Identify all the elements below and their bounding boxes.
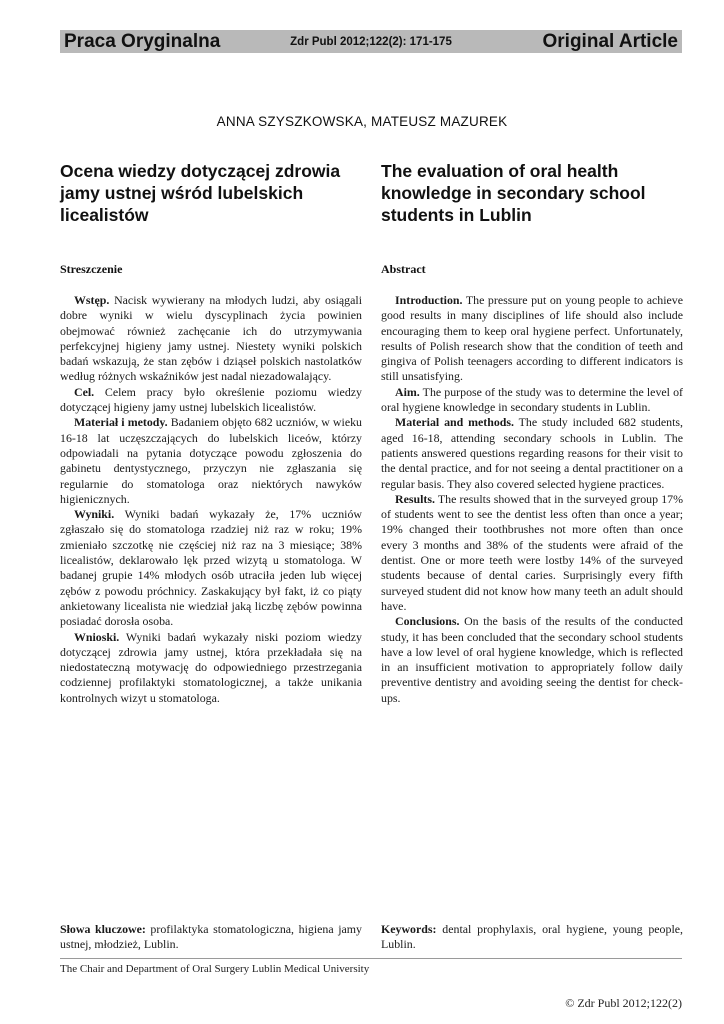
keywords-label: Keywords: <box>381 922 437 936</box>
paragraph-label: Materiał i metody. <box>74 415 168 430</box>
paragraph-text: Celem pracy było określenie poziomu wiedzy dotyczącej higieny jamy ustnej lubelskich licealistów. <box>60 384 362 415</box>
header-article-type-english: Original Article <box>542 31 678 52</box>
author-affiliation: The Chair and Department of Oral Surgery Lublin Medical University <box>60 963 370 975</box>
header-article-type-polish: Praca Oryginalna <box>64 31 221 52</box>
abstract-english <box>381 293 683 706</box>
paragraph-text: The results showed that in the surveyed group 17% of students went to see the dentist less often than once a year; 19% changed their toothbrushes not more often than once every 3 months and 38% of the students were afraid of the dentist. One or more teeth were lostby 14% of the surveyed students because of dental caries. Surprisingly every fifth surveyed student did not know how many teeth an adult should have. <box>381 491 683 613</box>
paragraph-label: Results. <box>395 491 435 506</box>
paragraph-text: Nacisk wywierany na młodych ludzi, aby osiągali dobre wyniki w wielu dyscyplinach życia powinien obejmować również zachęcanie ich do utrzymywania perfekcyjnej higieny jamy ustnej. Niestety wyniki polskich badań wskazują, że stan zębów i dziąseł polskich nastolatków według różnych wskaźników jest nadal niezadowalający. <box>60 293 362 384</box>
paragraph-label: Wstęp. <box>74 293 110 307</box>
title-english: The evaluation of oral health knowledge in secondary school students in Lublin <box>381 161 646 225</box>
keywords-english <box>381 922 683 953</box>
keywords-label: Słowa kluczowe: <box>60 922 146 936</box>
paragraph-text: Badaniem objęto 682 uczniów, w wieku 16-18 lat uczęszczających do lubelskich liceów, którzy odpowiadali na pytania dotyczące powodu zgłoszenia do gabinetu dentystycznego, przyczyn nie zgłaszania się regularnie do stomatologa oraz niektórych nawyków higienicznych. <box>60 415 362 506</box>
paragraph-text: The study included 682 students, aged 16-18, attending secondary schools in Lublin. The patients answered questions regarding reasons for their visit to the dental practice, and for not seeing a dental practitioner on a regular basis. They also covered selected hygiene practices. <box>381 415 683 491</box>
header-citation: Zdr Publ 2012;122(2): 171-175 <box>290 36 452 48</box>
copyright-footer: © Zdr Publ 2012;122(2) <box>565 996 682 1010</box>
paragraph-text: Wyniki badań wykazały że, 17% uczniów zgłaszało się do stomatologa rzadziej niż raz w roku; 19% zmieniało szczotkę nie częściej niż raz na 3 miesiące; 38% licealistów, deklarowało lęk przed wizytą u stomatologa. W badanej grupie 14% młodych osób utraciła jeden lub więcej zębów z powodu próchnicy. Zaskakujący był fakt, iż co piąty ankietowany licealista nie wiedział jaką liczbę zębów powinna posiadać dorosła osoba. <box>60 507 362 629</box>
paragraph-label: Introduction. <box>395 293 463 307</box>
paragraph-label: Material and methods. <box>395 415 515 430</box>
abstract-paragraph <box>381 293 683 385</box>
abstract-paragraph <box>60 630 362 706</box>
footnote-divider <box>60 958 682 959</box>
abstract-paragraph <box>381 492 683 614</box>
title-polish: Ocena wiedzy dotyczącej zdrowia jamy ustnej wśród lubelskich licealistów <box>60 161 341 225</box>
paragraph-label: Aim. <box>395 384 420 399</box>
abstract-paragraph <box>381 385 683 416</box>
author-list: ANNA SZYSZKOWSKA, MATEUSZ MAZUREK <box>216 114 508 129</box>
section-heading-abstract: Abstract <box>381 262 426 276</box>
abstract-paragraph <box>381 415 683 491</box>
keywords-text: dental prophylaxis, oral hygiene, young people, Lublin. <box>381 922 683 952</box>
paragraph-text: On the basis of the results of the conducted study, it has been concluded that the secondary school students have a low level of oral hygiene knowledge, which is reflected in an insufficient motivation to appropriately follow daily preventive dentistry and avoiding seeing the dentist for check-ups. <box>381 614 683 705</box>
paragraph-text: The purpose of the study was to determine the level of oral hygiene knowledge in secondary students in Lublin. <box>381 384 683 415</box>
abstract-polish <box>60 293 362 706</box>
paragraph-label: Wyniki. <box>74 507 115 522</box>
keywords-polish <box>60 922 362 953</box>
paragraph-label: Wnioski. <box>74 629 120 644</box>
paragraph-label: Cel. <box>74 384 95 399</box>
paragraph-label: Conclusions. <box>395 614 460 629</box>
keywords-text: profilaktyka stomatologiczna, higiena jamy ustnej, młodzież, Lublin. <box>60 922 362 952</box>
abstract-paragraph <box>60 293 362 385</box>
paragraph-text: The pressure put on young people to achieve good results in many disciplines of life should also include encouraging them to keep oral hygiene perfect. Unfortunately, results of Polish research show that the condition of teeth and gingiva of Polish teenagers according to different indicators is still unsatisfying. <box>381 293 683 384</box>
abstract-paragraph <box>60 415 362 507</box>
abstract-paragraph <box>381 614 683 706</box>
journal-header-bar <box>60 30 682 53</box>
paragraph-text: Wyniki badań wykazały niski poziom wiedzy dotyczącej zdrowia jamy ustnej, która przekładała się na niedostateczną motywację do odpowiedniego przestrzegania codziennej profilaktyki stomatologicznej, a także unikania kontrolnych wizyt u stomatologa. <box>60 629 362 705</box>
abstract-paragraph <box>60 507 362 629</box>
section-heading-streszczenie: Streszczenie <box>60 262 123 276</box>
abstract-paragraph <box>60 385 362 416</box>
